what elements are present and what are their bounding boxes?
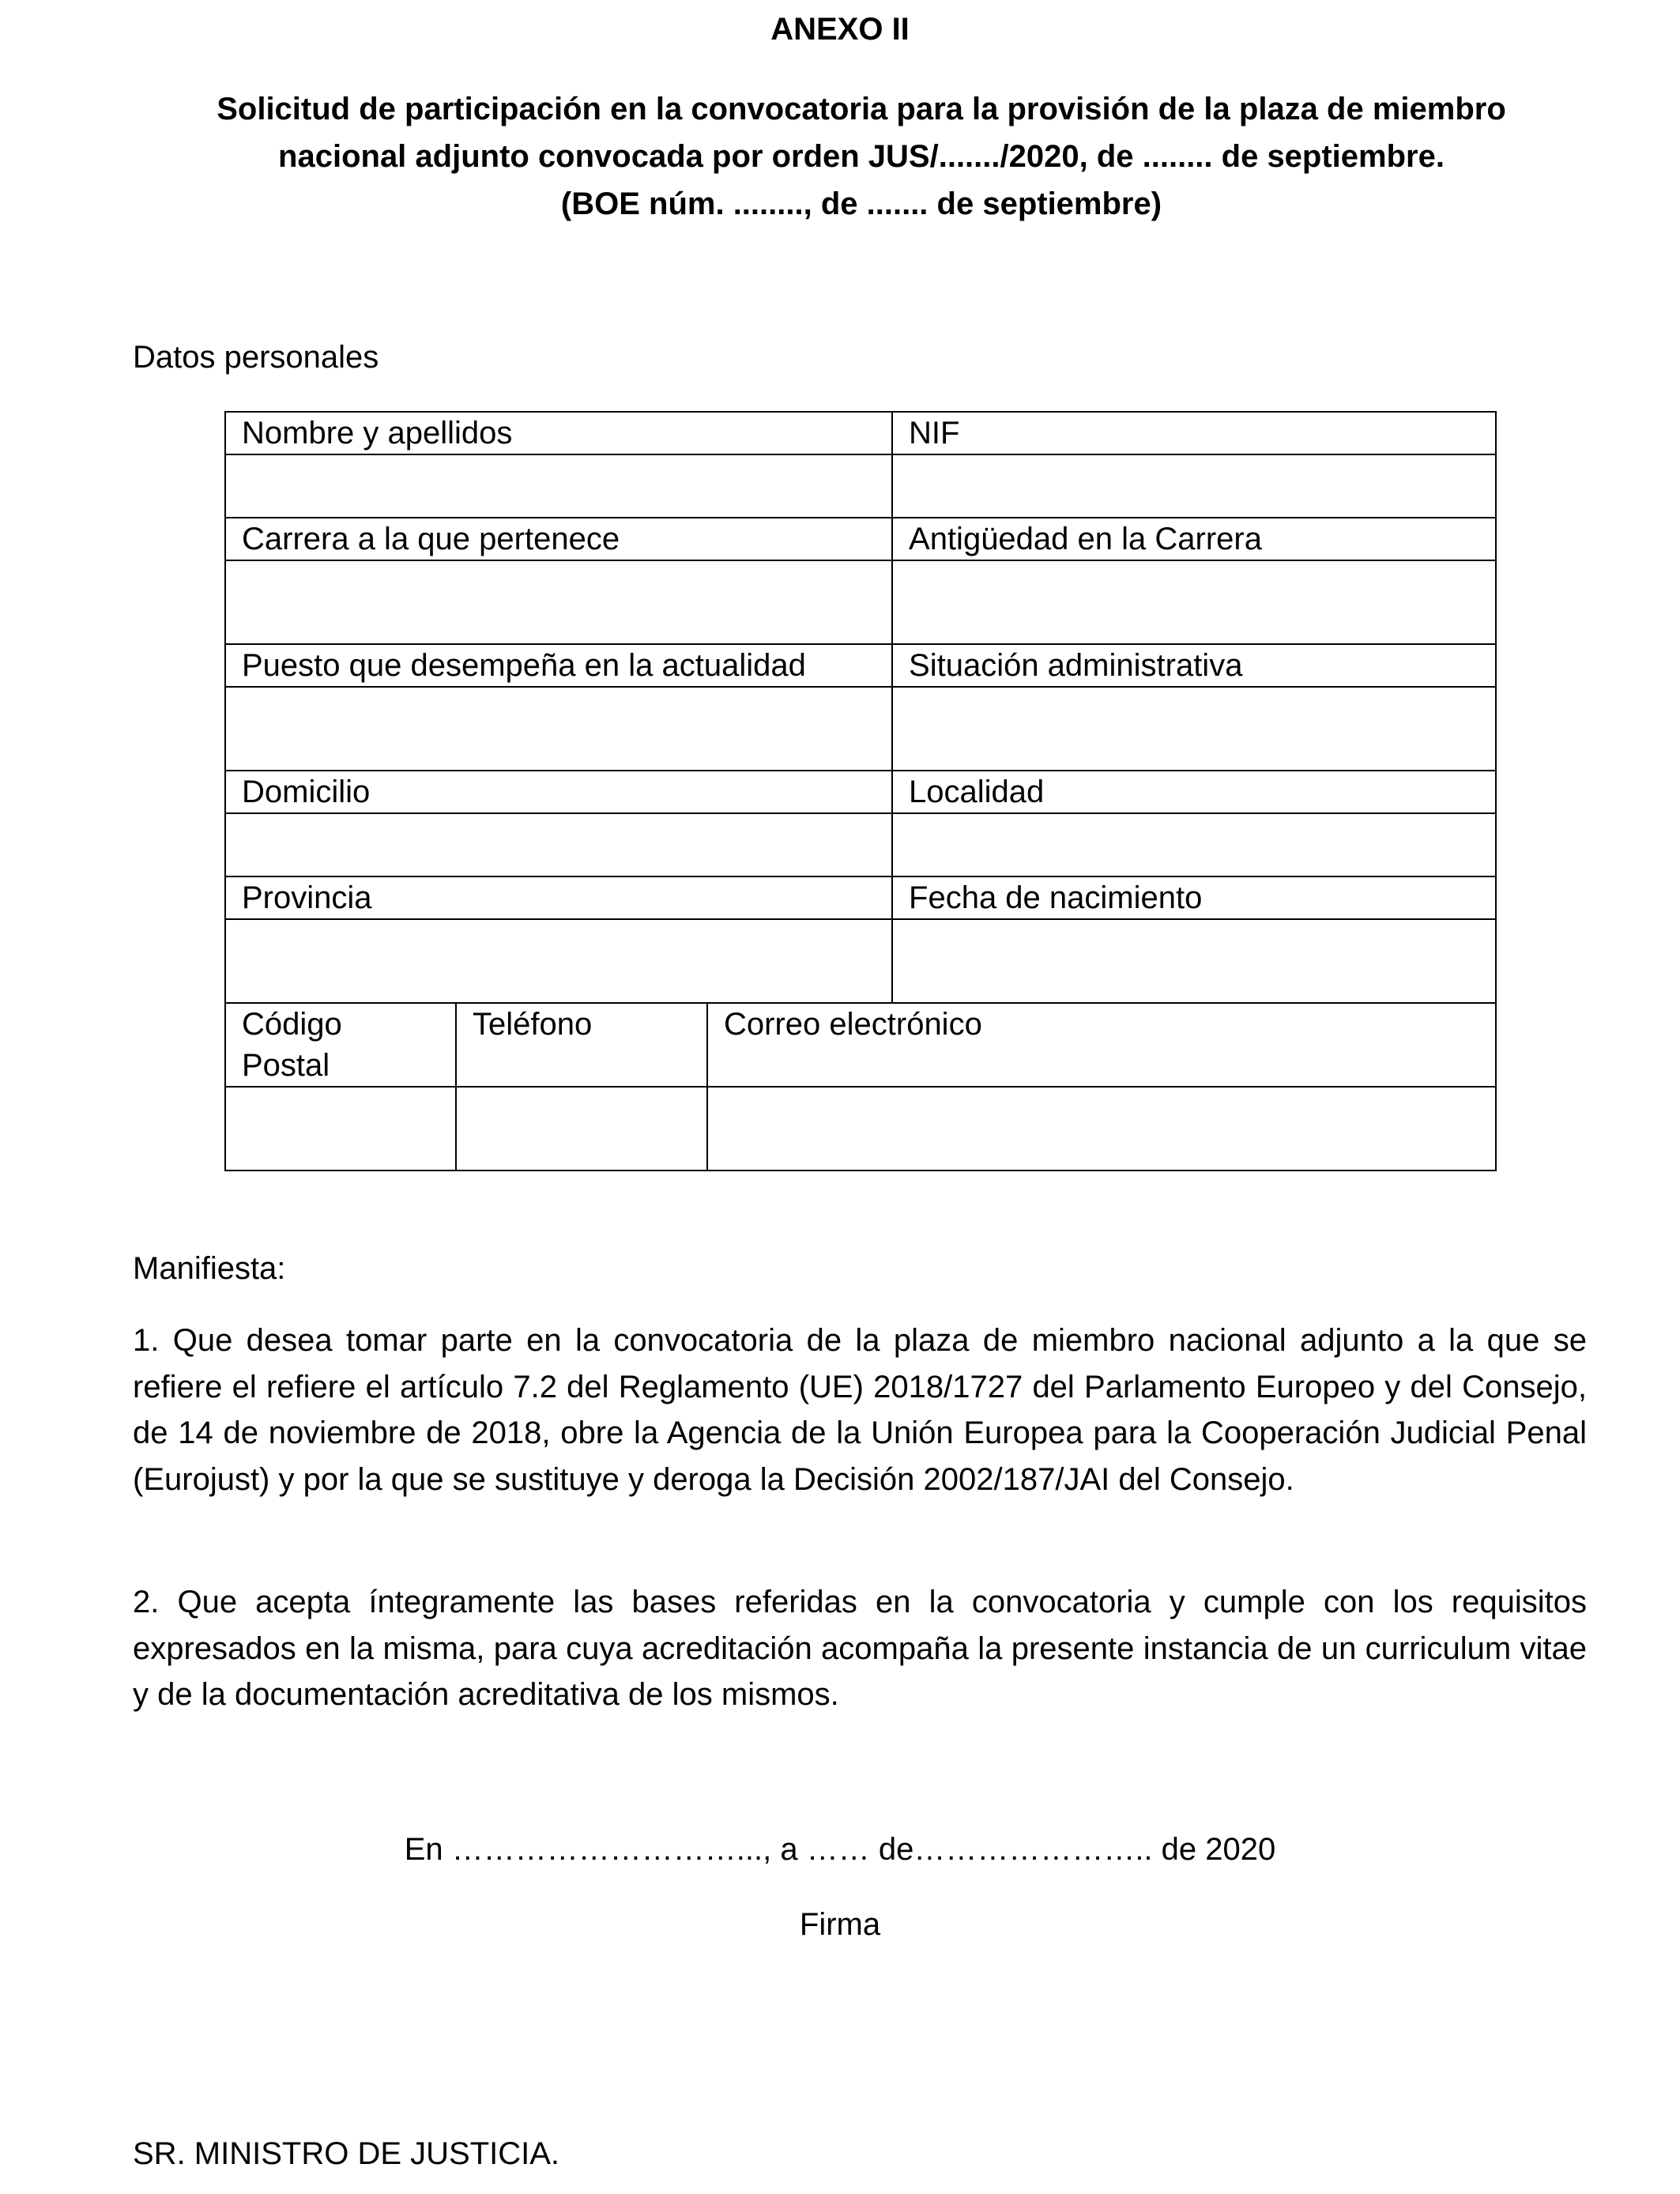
postal-code-label-line-2: Postal — [242, 1048, 330, 1083]
manifiesta-label: Manifiesta: — [133, 1251, 286, 1286]
current-position-label: Puesto que desempeña en la actualidad — [225, 644, 892, 687]
seniority-label: Antigüedad en la Carrera — [892, 518, 1496, 560]
document-heading — [111, 85, 1612, 228]
email-label: Correo electrónico — [707, 1003, 1496, 1087]
career-field[interactable] — [225, 560, 892, 644]
seniority-field[interactable] — [892, 560, 1496, 644]
declaration-paragraph-1: 1. Que desea tomar parte en la convocatoria de la plaza de miembro nacional adjunto a la que se refiere el refiere el artículo 7.2 del Reglamento (UE) 2018/1727 del Parlamento Europeo y del Consejo, de 14 de noviembre de 2018, obre la Agencia de la Unión Europea para la Cooperación Judicial Penal (Eurojust) y por la que se sustituye y deroga la Decisión 2002/187/JAI del Consejo. — [133, 1323, 1587, 1497]
address-field[interactable] — [225, 813, 892, 876]
birth-date-label: Fecha de nacimiento — [892, 876, 1496, 919]
signature-label: Firma — [799, 1907, 881, 1942]
postal-code-label — [225, 1003, 456, 1087]
administrative-status-field[interactable] — [892, 687, 1496, 771]
current-position-field[interactable] — [225, 687, 892, 771]
nif-field[interactable] — [892, 454, 1496, 518]
administrative-status-label: Situación administrativa — [892, 644, 1496, 687]
postal-code-field[interactable] — [225, 1087, 456, 1171]
phone-field[interactable] — [456, 1087, 707, 1171]
personal-data-label: Datos personales — [133, 340, 379, 375]
address-label: Domicilio — [225, 771, 892, 813]
heading-line-3: (BOE núm. ........, de ....... de septiembre) — [560, 187, 1162, 221]
province-label: Provincia — [225, 876, 892, 919]
birth-date-field[interactable] — [892, 919, 1496, 1003]
heading-line-2: nacional adjunto convocada por orden JUS/......./2020, de ........ de septiembre. — [278, 139, 1445, 174]
city-field[interactable] — [892, 813, 1496, 876]
career-label: Carrera a la que pertenece — [225, 518, 892, 560]
email-field[interactable] — [707, 1087, 1496, 1171]
addressee: SR. MINISTRO DE JUSTICIA. — [133, 2136, 560, 2171]
declaration-paragraph-2: 2. Que acepta íntegramente las bases referidas en la convocatoria y cumple con los requisitos expresados en la misma, para cuya acreditación acompaña la presente instancia de un curriculum vitae y de la documentación acreditativa de los mismos. — [133, 1585, 1587, 1712]
name-label: Nombre y apellidos — [225, 412, 892, 454]
heading-line-1: Solicitud de participación en la convocatoria para la provisión de la plaza de miembro — [217, 92, 1506, 126]
name-field[interactable] — [225, 454, 892, 518]
nif-label: NIF — [892, 412, 1496, 454]
annex-title: ANEXO II — [770, 12, 910, 47]
province-field[interactable] — [225, 919, 892, 1003]
city-label: Localidad — [892, 771, 1496, 813]
phone-label: Teléfono — [456, 1003, 707, 1087]
postal-code-label-line-1: Código — [242, 1007, 342, 1042]
place-date-line: En ………………………..., a …… de………………….. de 2020 — [404, 1832, 1276, 1867]
personal-data-table — [224, 411, 1497, 1171]
